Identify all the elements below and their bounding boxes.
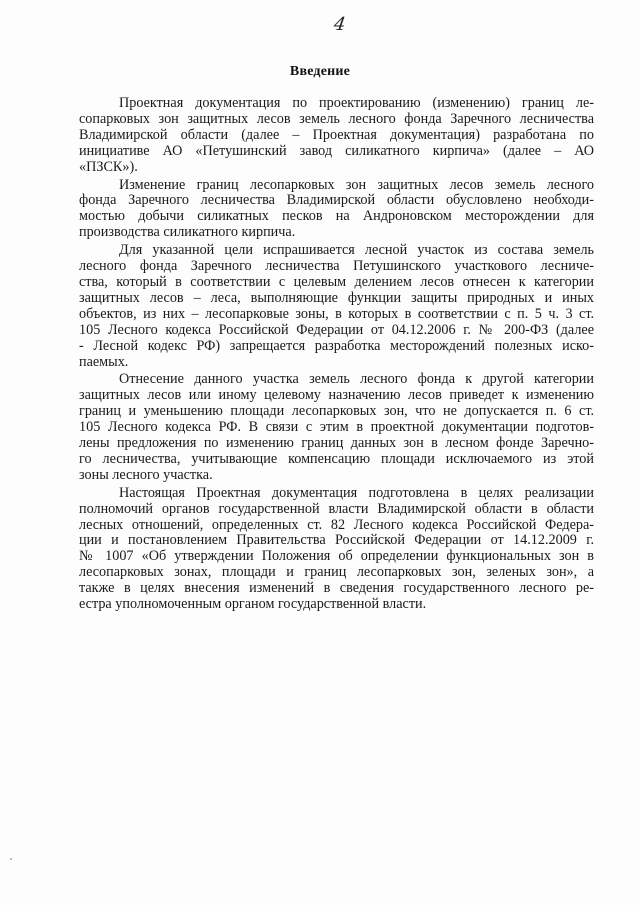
scan-speck [10, 858, 12, 860]
paragraph-line: полномочий органов государственной власти Владимирской области в области [79, 500, 594, 517]
paragraph-line: Владимирской области (далее – Проектная документация) разработана по [79, 126, 594, 143]
page-number: 4 [332, 14, 347, 35]
paragraph-line: Отнесение данного участка земель лесного фонда к другой категории [119, 371, 594, 388]
paragraph-line: объектов, из них – лесопарковые зоны, в которых в соответствии с п. 5 ч. 3 ст. [79, 305, 594, 322]
paragraph-line: лены предложения по изменению границ данных зон в лесном фонде Заречно- [79, 435, 594, 452]
paragraph-line: естра уполномоченным органом государственной власти. [79, 596, 427, 613]
paragraph-3 [79, 243, 594, 370]
paragraph-2 [79, 178, 594, 242]
paragraph-line: сопарковых зон защитных лесов земель лесного фонда Заречного лесничества [79, 110, 594, 127]
paragraph-line: мостью добычи силикатных песков на Андроновском месторождении для [79, 208, 594, 225]
paragraph-line: - Лесной кодекс РФ) запрещается разработка месторождений полезных иско- [79, 337, 594, 354]
paragraph-line: ства, который в соответствии с целевым делением лесов отнесен к категории [79, 273, 594, 290]
paragraph-line: 105 Лесного кодекса Российской Федерации от 04.12.2006 г. № 200-ФЗ (далее [79, 321, 594, 338]
document-body [79, 96, 594, 615]
paragraph-5 [79, 486, 594, 613]
paragraph-line: инициативе АО «Петушинский завод силикатного кирпича» (далее – АО [79, 142, 594, 159]
paragraph-line: лесного фонда Заречного лесничества Петушинского участкового лесниче- [79, 258, 594, 275]
paragraph-1 [79, 96, 594, 176]
paragraph-line: защитных лесов – леса, выполняющие функции защиты природных и иных [79, 289, 594, 306]
paragraph-line: го лесничества, учитывающие компенсацию площади исключаемого из этой [79, 450, 594, 467]
section-heading: Введение [289, 64, 351, 79]
paragraph-line: «ПЗСК»). [79, 158, 138, 175]
paragraph-line: защитных лесов или иному целевому назначению лесов приведет к изменению [79, 387, 594, 404]
paragraph-line: ции и постановлением Правительства Российской Федерации от 14.12.2009 г. [79, 532, 594, 549]
paragraph-4 [79, 372, 594, 483]
paragraph-line: производства силикатного кирпича. [79, 224, 296, 241]
paragraph-line: также в целях внесения изменений в сведения государственного лесного ре- [79, 580, 594, 597]
paragraph-line: 105 Лесного кодекса РФ. В связи с этим в проектной документации подготов- [79, 419, 594, 436]
paragraph-line: Изменение границ лесопарковых зон защитных лесов земель лесного [119, 176, 594, 193]
paragraph-line: паемых. [79, 353, 129, 370]
paragraph-line: № 1007 «Об утверждении Положения об определении функциональных зон в [79, 548, 594, 565]
paragraph-line: Проектная документация по проектированию (изменению) границ ле- [119, 95, 594, 111]
paragraph-line: Для указанной цели испрашивается лесной участок из состава земель [119, 242, 594, 259]
paragraph-line: зоны лесного участка. [79, 466, 213, 483]
paragraph-line: Настоящая Проектная документация подготовлена в целях реализации [119, 484, 594, 501]
paragraph-line: фонда Заречного лесничества Владимирской области обусловлено необходи- [79, 192, 594, 209]
paragraph-line: лесопарковых зонах, площади и границ лесопарковых зон, зеленых зон», а [79, 564, 594, 581]
paragraph-line: границ и уменьшению площади лесопарковых зон, что не допускается п. 6 ст. [79, 403, 594, 420]
paragraph-line: лесных отношений, определенных ст. 82 Лесного кодекса Российской Федера- [79, 516, 594, 533]
